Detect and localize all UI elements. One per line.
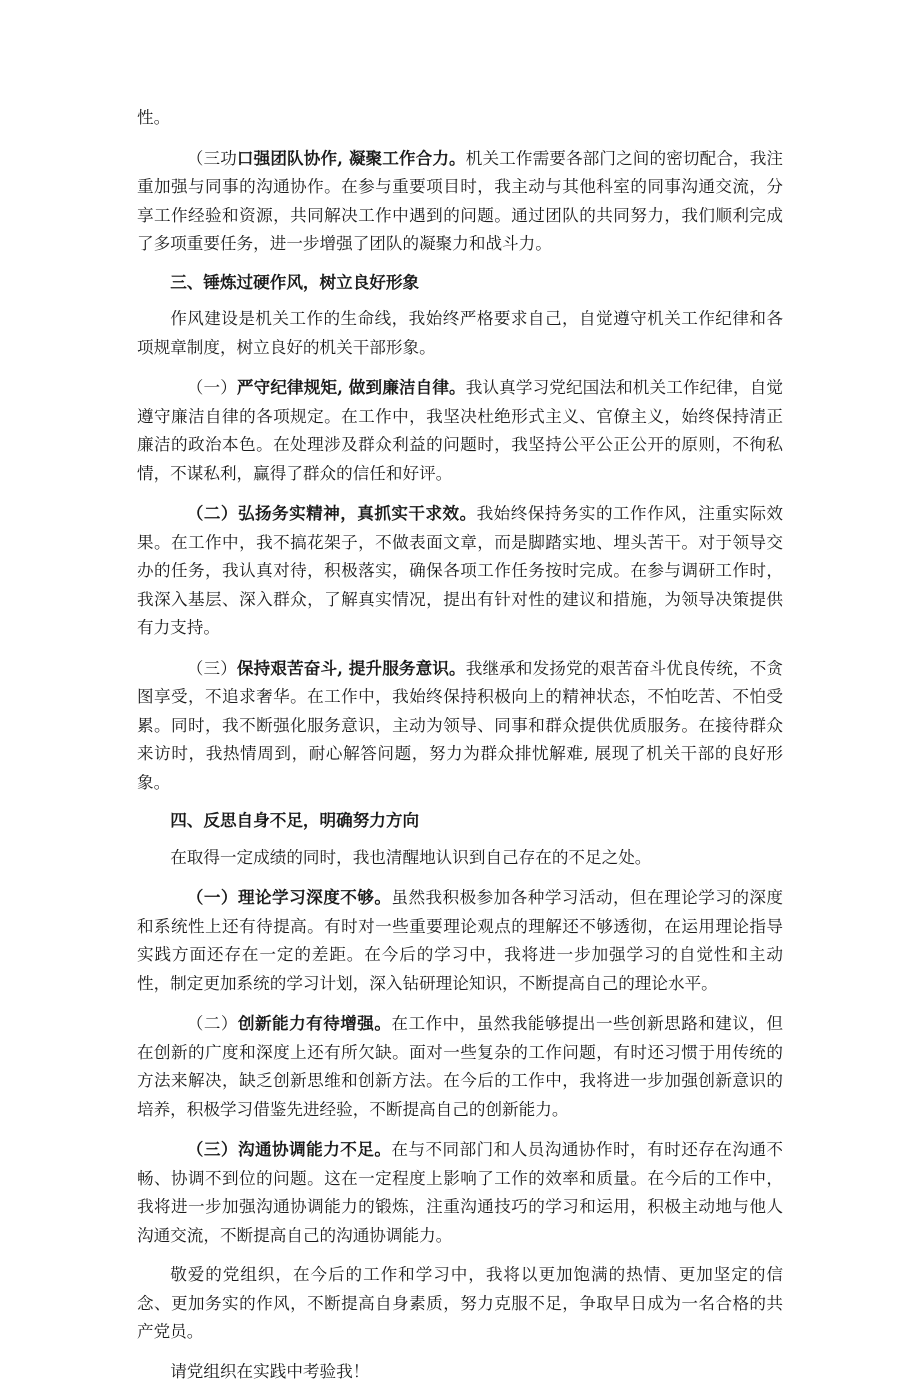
section4-item1-prefix: （一） xyxy=(187,887,238,907)
section4-item3 xyxy=(137,1135,783,1250)
section4-intro: 在取得一定成绩的同时，我也清醒地认识到自己存在的不足之处。 xyxy=(137,844,783,873)
document-page xyxy=(137,104,783,1386)
section3-item3-prefix: （三） xyxy=(187,659,237,678)
section4-item1-title: 理论学习深度不够。 xyxy=(238,887,391,907)
section3-item1-prefix: （一） xyxy=(187,378,237,397)
section4-item2-prefix: （二） xyxy=(187,1014,238,1033)
section3-item2-prefix: （二） xyxy=(187,503,238,523)
section3-intro: 作风建设是机关工作的生命线，我始终严格要求自己，自觉遵守机关工作纪律和各项规章制度，树立良好的机关干部形象。 xyxy=(137,305,783,362)
closing-paragraph: 敬爱的党组织，在今后的工作和学习中，我将以更加饱满的热情、更加坚定的信念、更加务实的作风，不断提高自身素质，努力克服不足，争取早日成为一名合格的共产党员。 xyxy=(137,1261,783,1347)
s2-item3-title: 强团队协作, 凝聚工作合力。 xyxy=(254,148,466,168)
section3-heading: 三、锤炼过硬作风，树立良好形象 xyxy=(137,268,783,297)
section4-item2-body: 在工作中，虽然我能够提出一些创新思路和建议，但在创新的广度和深度上还有所欠缺。面对一些复杂的工作问题，有时还习惯于用传统的方法来解决，缺乏创新思维和创新方法。在今后的工作中，我将进一步加强创新意识的培养，积极学习借鉴先进经验，不断提高自己的创新能力。 xyxy=(137,1014,783,1119)
final-line: 请党组织在实践中考验我！ xyxy=(137,1358,783,1386)
section4-item3-title: 沟通协调能力不足。 xyxy=(238,1139,391,1159)
section3-item2 xyxy=(137,499,783,643)
section3-item1-title: 严守纪律规矩, 做到廉洁自律。 xyxy=(237,377,466,397)
section4-item3-prefix: （三） xyxy=(187,1139,238,1159)
section4-item1 xyxy=(137,883,783,998)
continuation-text: 性。 xyxy=(137,104,783,133)
section4-item3-body: 在与不同部门和人员沟通协作时，有时还存在沟通不畅、协调不到位的问题。这在一定程度上影响了工作的效率和质量。在今后的工作中，我将进一步加强沟通协调能力的锻炼，注重沟通技巧的学习和运用，积极主动地与他人沟通交流，不断提高自己的沟通协调能力。 xyxy=(137,1140,783,1245)
s2-item3-box: 口 xyxy=(237,148,254,168)
section3-item3 xyxy=(137,654,783,798)
section3-item2-title: 弘扬务实精神，真抓实干求效。 xyxy=(238,503,477,523)
section4-item1-body: 虽然我积极参加各种学习活动，但在理论学习的深度和系统性上还有待提高。有时对一些重要理论观点的理解还不够透彻，在运用理论指导实践方面还存在一定的差距。在今后的学习中，我将进一步加强学习的自觉性和主动性，制定更加系统的学习计划，深入钻研理论知识，不断提高自己的理论水平。 xyxy=(137,888,783,993)
section4-item2 xyxy=(137,1009,783,1124)
s2-item3-body: 机关工作需要各部门之间的密切配合，我注重加强与同事的沟通协作。在参与重要项目时，我主动与其他科室的同事沟通交流，分享工作经验和资源，共同解决工作中遇到的问题。通过团队的共同努力，我们顺利完成了多项重要任务，进一步增强了团队的凝聚力和战斗力。 xyxy=(137,149,783,254)
section3-item1 xyxy=(137,373,783,488)
section3-item3-title: 保持艰苦奋斗, 提升服务意识。 xyxy=(237,658,466,678)
section3-item2-body: 我始终保持务实的工作作风，注重实际效果。在工作中，我不搞花架子，不做表面文章，而是脚踏实地、埋头苦干。对于领导交办的任务，我认真对待，积极落实，确保各项工作任务按时完成。在参与调研工作时，我深入基层、深入群众，了解真实情况，提出有针对性的建议和措施，为领导决策提供有力支持。 xyxy=(137,504,783,637)
section4-heading: 四、反思自身不足，明确努力方向 xyxy=(137,806,783,835)
section3-item1-body: 我认真学习党纪国法和机关工作纪律，自觉遵守廉洁自律的各项规定。在工作中，我坚决杜绝形式主义、官僚主义，始终保持清正廉洁的政治本色。在处理涉及群众利益的问题时，我坚持公平公正公开的原则，不徇私情，不谋私利，赢得了群众的信任和好评。 xyxy=(137,378,783,483)
section3-item3-body: 我继承和发扬党的艰苦奋斗优良传统，不贪图享受，不追求奢华。在工作中，我始终保持积极向上的精神状态，不怕吃苦、不怕受累。同时，我不断强化服务意识，主动为领导、同事和群众提供优质服务。在接待群众来访时，我热情周到，耐心解答问题，努力为群众排忧解难, 展现了机关干部的良好形象。 xyxy=(137,659,783,792)
section4-item2-title: 创新能力有待增强。 xyxy=(238,1013,391,1033)
s2-item3-prefix: （三功 xyxy=(187,149,237,168)
s2-item3-paragraph xyxy=(137,144,783,259)
